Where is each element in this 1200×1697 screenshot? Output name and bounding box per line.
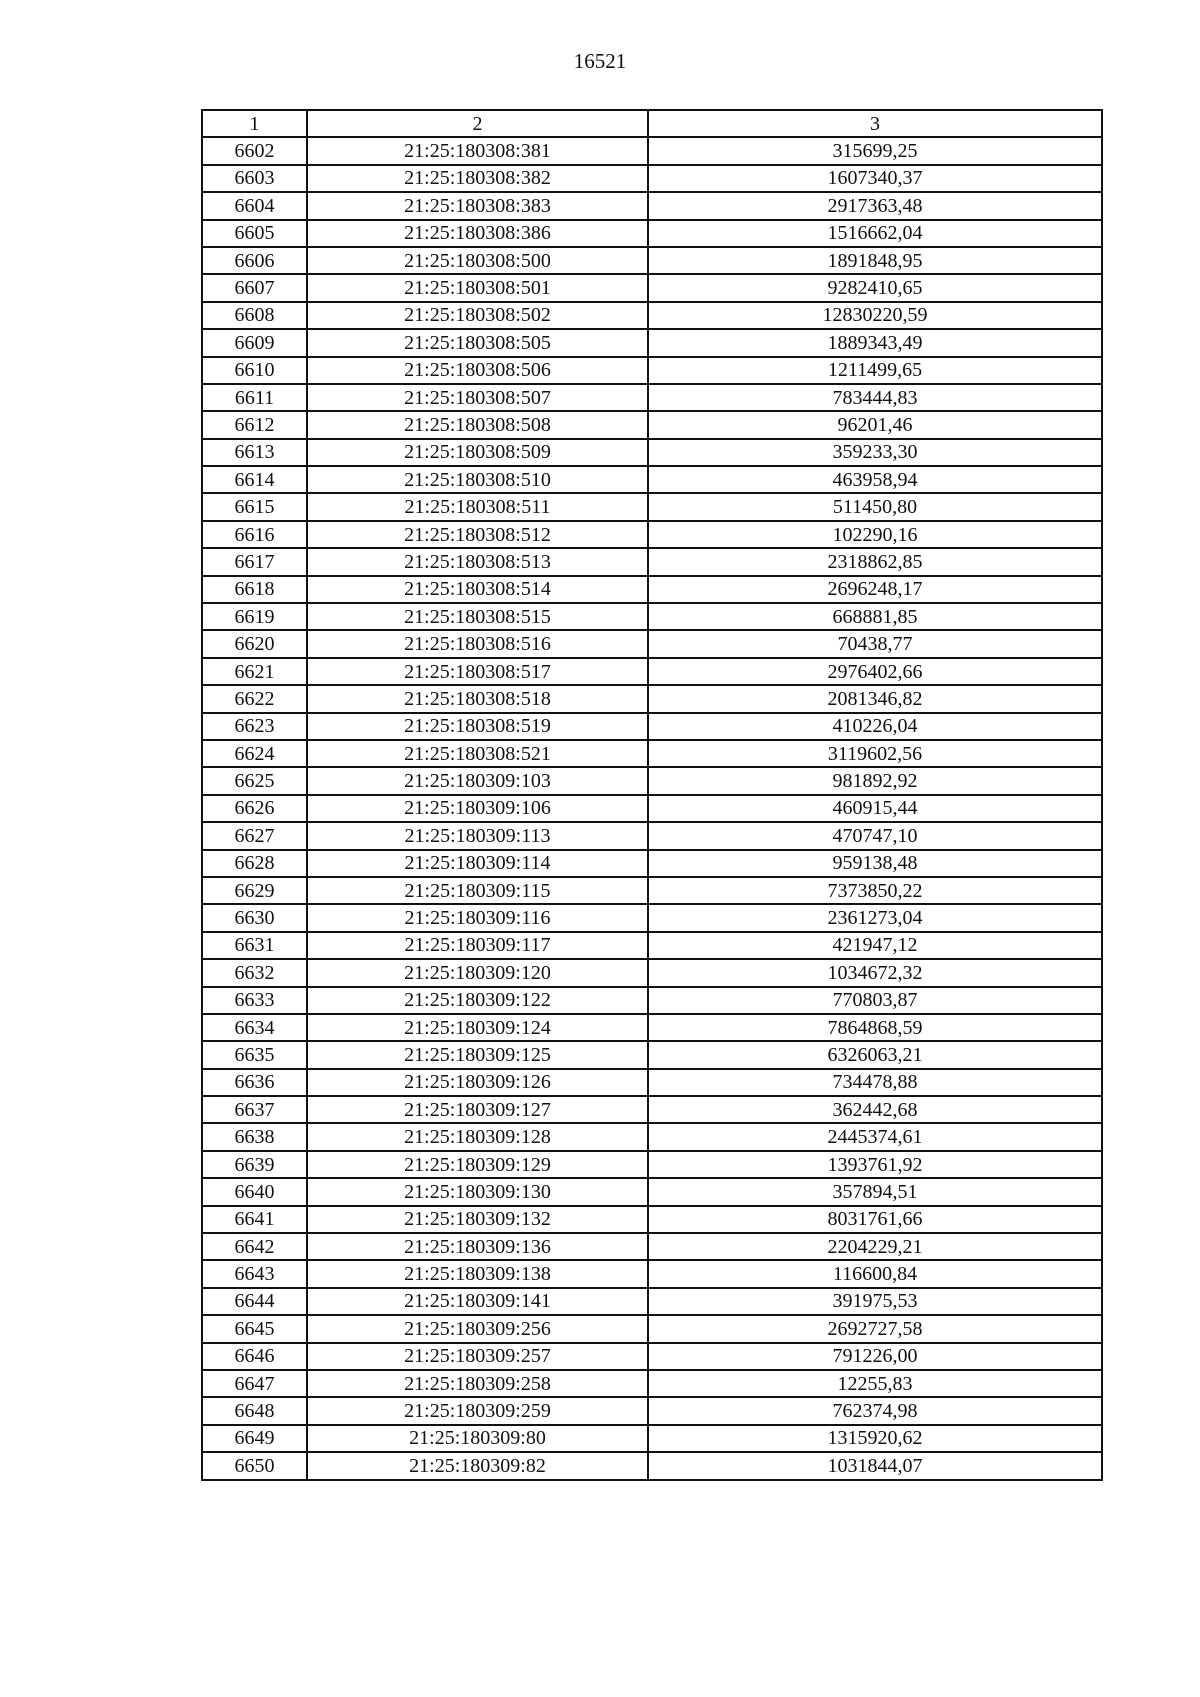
row-number-cell: 6636 xyxy=(202,1069,307,1096)
table-row xyxy=(202,329,1102,356)
table-row xyxy=(202,1233,1102,1260)
value-cell: 2976402,66 xyxy=(648,658,1102,685)
table-row xyxy=(202,192,1102,219)
table-row xyxy=(202,904,1102,931)
cadastral-number-cell: 21:25:180309:124 xyxy=(307,1014,648,1041)
value-cell: 1315920,62 xyxy=(648,1425,1102,1452)
table-row xyxy=(202,576,1102,603)
value-cell: 9282410,65 xyxy=(648,274,1102,301)
cadastral-number-cell: 21:25:180308:518 xyxy=(307,685,648,712)
value-cell: 770803,87 xyxy=(648,987,1102,1014)
row-number-cell: 6602 xyxy=(202,137,307,164)
table-row xyxy=(202,137,1102,164)
cadastral-number-cell: 21:25:180309:130 xyxy=(307,1178,648,1205)
table-row xyxy=(202,1123,1102,1150)
table-row xyxy=(202,1315,1102,1342)
cadastral-number-cell: 21:25:180309:125 xyxy=(307,1041,648,1068)
value-cell: 981892,92 xyxy=(648,767,1102,794)
cadastral-number-cell: 21:25:180309:126 xyxy=(307,1069,648,1096)
row-number-cell: 6633 xyxy=(202,987,307,1014)
row-number-cell: 6607 xyxy=(202,274,307,301)
row-number-cell: 6630 xyxy=(202,904,307,931)
value-cell: 421947,12 xyxy=(648,932,1102,959)
row-number-cell: 6614 xyxy=(202,466,307,493)
data-table xyxy=(201,109,1103,1481)
value-cell: 7373850,22 xyxy=(648,877,1102,904)
table-row xyxy=(202,1343,1102,1370)
cadastral-number-cell: 21:25:180308:513 xyxy=(307,548,648,575)
value-cell: 1211499,65 xyxy=(648,357,1102,384)
table-row xyxy=(202,1452,1102,1479)
row-number-cell: 6638 xyxy=(202,1123,307,1150)
row-number-cell: 6624 xyxy=(202,740,307,767)
value-cell: 2081346,82 xyxy=(648,685,1102,712)
table-row xyxy=(202,357,1102,384)
cadastral-number-cell: 21:25:180308:506 xyxy=(307,357,648,384)
cadastral-number-cell: 21:25:180308:381 xyxy=(307,137,648,164)
value-cell: 668881,85 xyxy=(648,603,1102,630)
cadastral-number-cell: 21:25:180308:516 xyxy=(307,630,648,657)
row-number-cell: 6642 xyxy=(202,1233,307,1260)
table-row xyxy=(202,685,1102,712)
value-cell: 3119602,56 xyxy=(648,740,1102,767)
value-cell: 1889343,49 xyxy=(648,329,1102,356)
cadastral-number-cell: 21:25:180309:127 xyxy=(307,1096,648,1123)
value-cell: 391975,53 xyxy=(648,1288,1102,1315)
cadastral-number-cell: 21:25:180308:517 xyxy=(307,658,648,685)
value-cell: 357894,51 xyxy=(648,1178,1102,1205)
row-number-cell: 6608 xyxy=(202,302,307,329)
row-number-cell: 6626 xyxy=(202,795,307,822)
cadastral-number-cell: 21:25:180308:383 xyxy=(307,192,648,219)
header-cell-1: 1 xyxy=(202,110,307,137)
table-row xyxy=(202,1288,1102,1315)
cadastral-number-cell: 21:25:180309:259 xyxy=(307,1397,648,1424)
row-number-cell: 6617 xyxy=(202,548,307,575)
table-row xyxy=(202,850,1102,877)
table-row xyxy=(202,302,1102,329)
value-cell: 460915,44 xyxy=(648,795,1102,822)
value-cell: 102290,16 xyxy=(648,521,1102,548)
cadastral-number-cell: 21:25:180309:114 xyxy=(307,850,648,877)
row-number-cell: 6604 xyxy=(202,192,307,219)
row-number-cell: 6650 xyxy=(202,1452,307,1479)
value-cell: 959138,48 xyxy=(648,850,1102,877)
row-number-cell: 6627 xyxy=(202,822,307,849)
cadastral-number-cell: 21:25:180308:511 xyxy=(307,493,648,520)
cadastral-number-cell: 21:25:180309:141 xyxy=(307,1288,648,1315)
value-cell: 6326063,21 xyxy=(648,1041,1102,1068)
value-cell: 12830220,59 xyxy=(648,302,1102,329)
cadastral-number-cell: 21:25:180308:502 xyxy=(307,302,648,329)
table-row xyxy=(202,630,1102,657)
table-header xyxy=(202,110,1102,137)
row-number-cell: 6613 xyxy=(202,439,307,466)
cadastral-number-cell: 21:25:180308:510 xyxy=(307,466,648,493)
cadastral-number-cell: 21:25:180308:521 xyxy=(307,740,648,767)
table-row xyxy=(202,1397,1102,1424)
value-cell: 8031761,66 xyxy=(648,1206,1102,1233)
cadastral-number-cell: 21:25:180309:106 xyxy=(307,795,648,822)
cadastral-number-cell: 21:25:180308:500 xyxy=(307,247,648,274)
row-number-cell: 6646 xyxy=(202,1343,307,1370)
row-number-cell: 6640 xyxy=(202,1178,307,1205)
table-row xyxy=(202,1151,1102,1178)
cadastral-number-cell: 21:25:180308:382 xyxy=(307,165,648,192)
cadastral-number-cell: 21:25:180308:509 xyxy=(307,439,648,466)
row-number-cell: 6629 xyxy=(202,877,307,904)
value-cell: 1516662,04 xyxy=(648,220,1102,247)
row-number-cell: 6603 xyxy=(202,165,307,192)
table-row xyxy=(202,466,1102,493)
row-number-cell: 6620 xyxy=(202,630,307,657)
cadastral-number-cell: 21:25:180309:138 xyxy=(307,1260,648,1287)
row-number-cell: 6611 xyxy=(202,384,307,411)
table-row xyxy=(202,603,1102,630)
table-row xyxy=(202,384,1102,411)
cadastral-number-cell: 21:25:180309:257 xyxy=(307,1343,648,1370)
value-cell: 7864868,59 xyxy=(648,1014,1102,1041)
value-cell: 70438,77 xyxy=(648,630,1102,657)
value-cell: 2361273,04 xyxy=(648,904,1102,931)
value-cell: 2917363,48 xyxy=(648,192,1102,219)
table-row xyxy=(202,658,1102,685)
table-row xyxy=(202,1041,1102,1068)
table-row xyxy=(202,1206,1102,1233)
value-cell: 734478,88 xyxy=(648,1069,1102,1096)
value-cell: 96201,46 xyxy=(648,411,1102,438)
row-number-cell: 6609 xyxy=(202,329,307,356)
value-cell: 1034672,32 xyxy=(648,959,1102,986)
row-number-cell: 6622 xyxy=(202,685,307,712)
table-row xyxy=(202,822,1102,849)
row-number-cell: 6612 xyxy=(202,411,307,438)
value-cell: 470747,10 xyxy=(648,822,1102,849)
table-row xyxy=(202,932,1102,959)
value-cell: 2204229,21 xyxy=(648,1233,1102,1260)
table-row xyxy=(202,493,1102,520)
cadastral-number-cell: 21:25:180308:515 xyxy=(307,603,648,630)
value-cell: 315699,25 xyxy=(648,137,1102,164)
cadastral-number-cell: 21:25:180308:501 xyxy=(307,274,648,301)
value-cell: 783444,83 xyxy=(648,384,1102,411)
row-number-cell: 6635 xyxy=(202,1041,307,1068)
table-row xyxy=(202,548,1102,575)
value-cell: 511450,80 xyxy=(648,493,1102,520)
table-row xyxy=(202,1096,1102,1123)
cadastral-number-cell: 21:25:180309:80 xyxy=(307,1425,648,1452)
table-row xyxy=(202,1178,1102,1205)
table-row xyxy=(202,877,1102,904)
header-cell-3: 3 xyxy=(648,110,1102,137)
row-number-cell: 6618 xyxy=(202,576,307,603)
row-number-cell: 6610 xyxy=(202,357,307,384)
row-number-cell: 6625 xyxy=(202,767,307,794)
row-number-cell: 6619 xyxy=(202,603,307,630)
value-cell: 2692727,58 xyxy=(648,1315,1102,1342)
value-cell: 2445374,61 xyxy=(648,1123,1102,1150)
cadastral-number-cell: 21:25:180309:128 xyxy=(307,1123,648,1150)
row-number-cell: 6644 xyxy=(202,1288,307,1315)
cadastral-number-cell: 21:25:180309:122 xyxy=(307,987,648,1014)
value-cell: 362442,68 xyxy=(648,1096,1102,1123)
row-number-cell: 6606 xyxy=(202,247,307,274)
cadastral-number-cell: 21:25:180308:508 xyxy=(307,411,648,438)
table-row xyxy=(202,274,1102,301)
value-cell: 116600,84 xyxy=(648,1260,1102,1287)
cadastral-number-cell: 21:25:180308:386 xyxy=(307,220,648,247)
value-cell: 410226,04 xyxy=(648,713,1102,740)
table-row xyxy=(202,713,1102,740)
row-number-cell: 6647 xyxy=(202,1370,307,1397)
table-row xyxy=(202,987,1102,1014)
cadastral-number-cell: 21:25:180309:115 xyxy=(307,877,648,904)
table-row xyxy=(202,247,1102,274)
row-number-cell: 6641 xyxy=(202,1206,307,1233)
cadastral-number-cell: 21:25:180308:519 xyxy=(307,713,648,740)
cadastral-number-cell: 21:25:180309:117 xyxy=(307,932,648,959)
value-cell: 791226,00 xyxy=(648,1343,1102,1370)
table-row xyxy=(202,795,1102,822)
value-cell: 2318862,85 xyxy=(648,548,1102,575)
cadastral-number-cell: 21:25:180309:129 xyxy=(307,1151,648,1178)
table-row xyxy=(202,767,1102,794)
value-cell: 463958,94 xyxy=(648,466,1102,493)
row-number-cell: 6645 xyxy=(202,1315,307,1342)
row-number-cell: 6615 xyxy=(202,493,307,520)
table-row xyxy=(202,220,1102,247)
value-cell: 2696248,17 xyxy=(648,576,1102,603)
row-number-cell: 6616 xyxy=(202,521,307,548)
row-number-cell: 6639 xyxy=(202,1151,307,1178)
table-row xyxy=(202,411,1102,438)
cadastral-number-cell: 21:25:180308:514 xyxy=(307,576,648,603)
table-row xyxy=(202,165,1102,192)
value-cell: 1393761,92 xyxy=(648,1151,1102,1178)
table-row xyxy=(202,521,1102,548)
cadastral-number-cell: 21:25:180309:132 xyxy=(307,1206,648,1233)
cadastral-number-cell: 21:25:180309:103 xyxy=(307,767,648,794)
row-number-cell: 6649 xyxy=(202,1425,307,1452)
table-row xyxy=(202,1069,1102,1096)
cadastral-number-cell: 21:25:180309:113 xyxy=(307,822,648,849)
row-number-cell: 6648 xyxy=(202,1397,307,1424)
row-number-cell: 6632 xyxy=(202,959,307,986)
value-cell: 359233,30 xyxy=(648,439,1102,466)
table-row xyxy=(202,1260,1102,1287)
table-row xyxy=(202,1370,1102,1397)
cadastral-number-cell: 21:25:180309:116 xyxy=(307,904,648,931)
cadastral-number-cell: 21:25:180308:512 xyxy=(307,521,648,548)
table-body xyxy=(202,137,1102,1479)
row-number-cell: 6623 xyxy=(202,713,307,740)
cadastral-number-cell: 21:25:180308:507 xyxy=(307,384,648,411)
table-row xyxy=(202,1014,1102,1041)
row-number-cell: 6628 xyxy=(202,850,307,877)
table-row xyxy=(202,1425,1102,1452)
cadastral-number-cell: 21:25:180309:120 xyxy=(307,959,648,986)
cadastral-number-cell: 21:25:180309:258 xyxy=(307,1370,648,1397)
value-cell: 1031844,07 xyxy=(648,1452,1102,1479)
row-number-cell: 6621 xyxy=(202,658,307,685)
row-number-cell: 6637 xyxy=(202,1096,307,1123)
header-row xyxy=(202,110,1102,137)
value-cell: 1891848,95 xyxy=(648,247,1102,274)
header-cell-2: 2 xyxy=(307,110,648,137)
value-cell: 12255,83 xyxy=(648,1370,1102,1397)
row-number-cell: 6631 xyxy=(202,932,307,959)
value-cell: 762374,98 xyxy=(648,1397,1102,1424)
cadastral-number-cell: 21:25:180308:505 xyxy=(307,329,648,356)
cadastral-number-cell: 21:25:180309:82 xyxy=(307,1452,648,1479)
value-cell: 1607340,37 xyxy=(648,165,1102,192)
row-number-cell: 6643 xyxy=(202,1260,307,1287)
cadastral-number-cell: 21:25:180309:136 xyxy=(307,1233,648,1260)
table-row xyxy=(202,959,1102,986)
table-row xyxy=(202,439,1102,466)
row-number-cell: 6605 xyxy=(202,220,307,247)
page-number: 16521 xyxy=(573,49,627,73)
cadastral-number-cell: 21:25:180309:256 xyxy=(307,1315,648,1342)
table-row xyxy=(202,740,1102,767)
row-number-cell: 6634 xyxy=(202,1014,307,1041)
